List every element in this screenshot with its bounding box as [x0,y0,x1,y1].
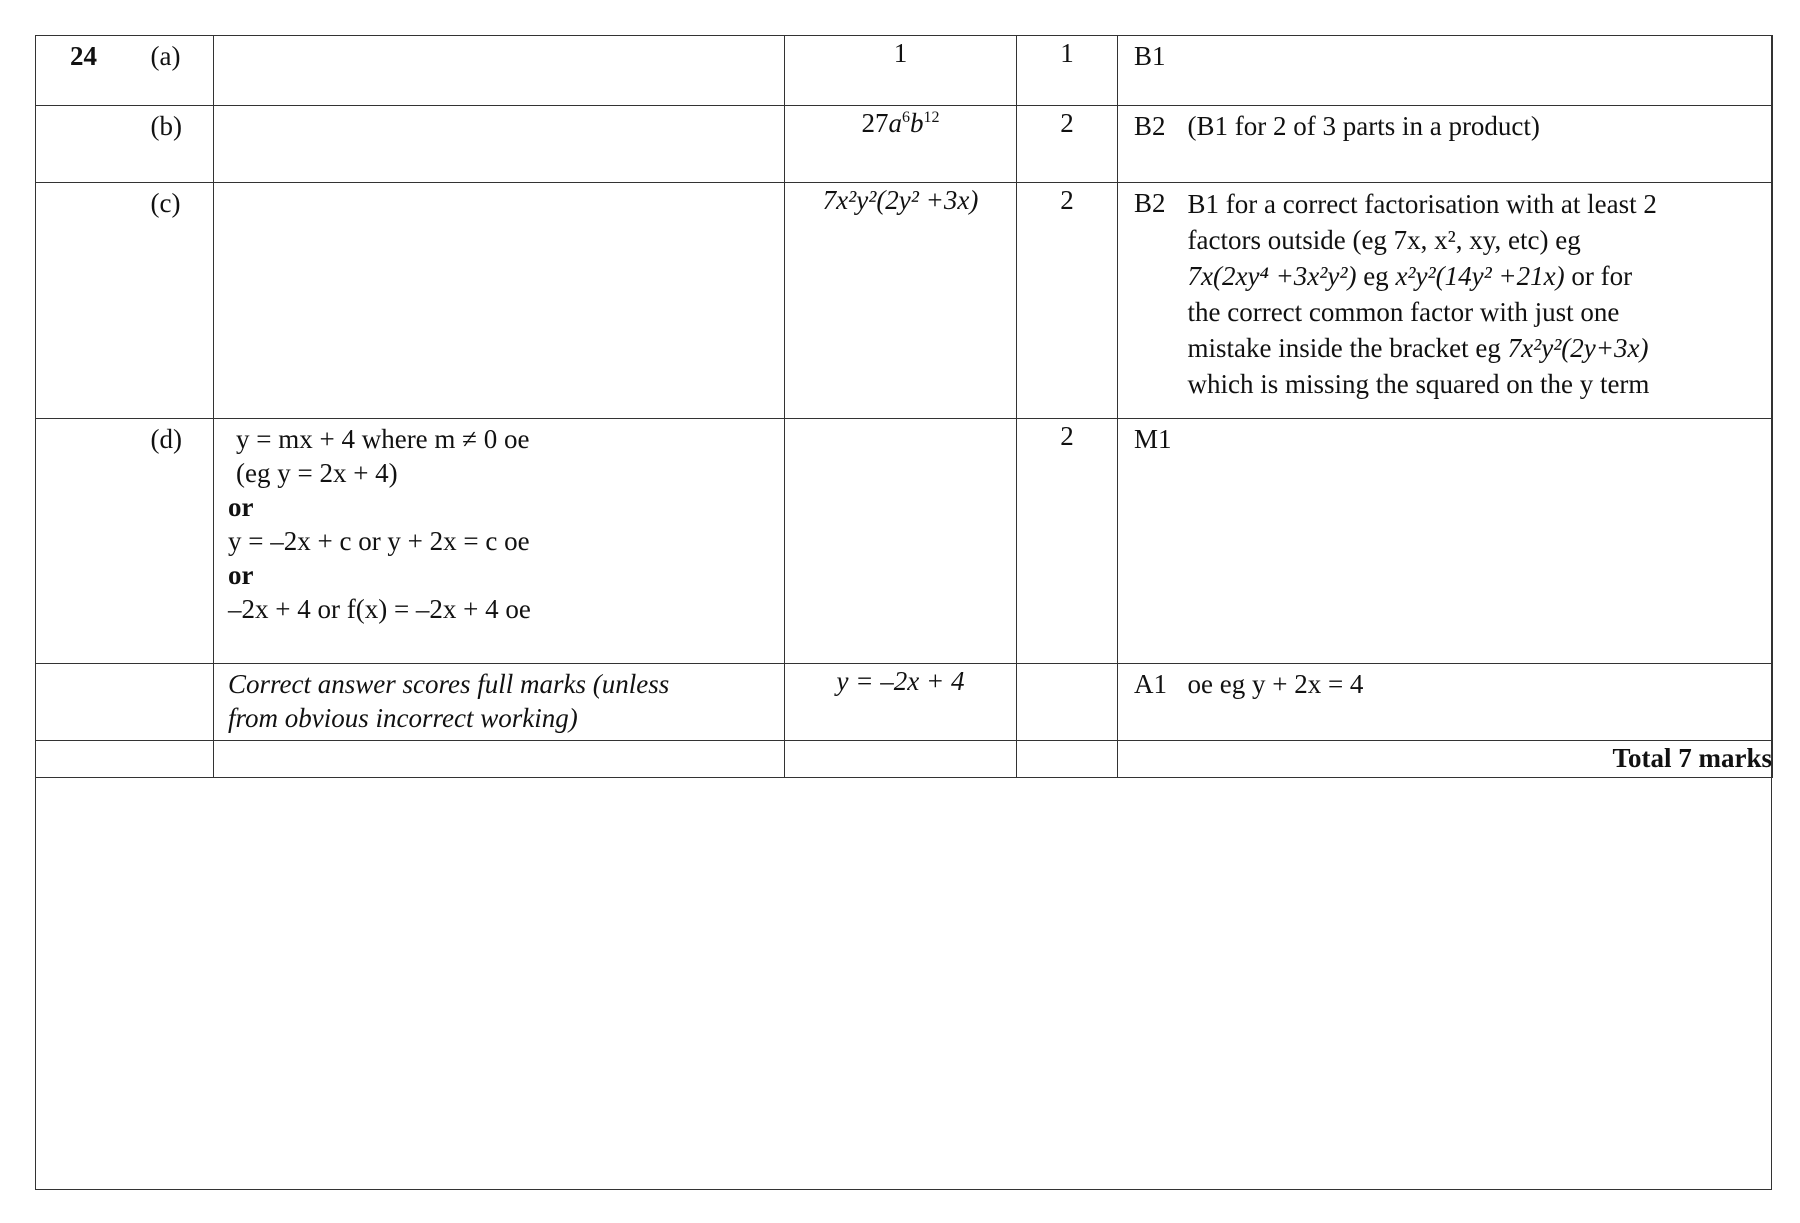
part-cell [151,183,214,419]
mark-code-cell [1118,419,1188,664]
guidance-cell [1188,419,1773,664]
answer-exp-b: 12 [923,109,940,126]
question-number-cell [36,664,151,741]
guidance-text: oe eg y + 2x = 4 [1187,669,1364,699]
mark-cell [1017,664,1118,741]
question-number-cell [36,106,151,183]
working-cell [214,106,785,183]
question-number-cell [36,419,151,664]
answer: y = –2x + 4 [836,666,965,696]
guidance-expression: 7x(2xy⁴ +3x²y²) [1187,261,1357,291]
guidance-text: (B1 for 2 of 3 parts in a product) [1187,111,1540,141]
working-cell [214,741,785,778]
working-line: (eg y = 2x + 4) [236,458,398,488]
guidance-line: the correct common factor with just one [1187,297,1620,327]
row-total [36,741,1773,778]
row-a [36,36,1773,106]
question-number-cell [36,36,151,106]
part-label: (a) [150,41,181,71]
mark-cell [1017,419,1118,664]
row-d-accuracy [36,664,1773,741]
total-marks-cell [1118,741,1773,778]
guidance-cell [1188,36,1773,106]
mark: 2 [1060,108,1074,138]
guidance-line: B1 for a correct factorisation with at least 2 [1187,189,1657,219]
guidance-expression: 7x²y²(2y+3x) [1507,333,1649,363]
working-note-line: from obvious incorrect working) [228,703,578,733]
mark-code: A1 [1134,669,1167,699]
working-cell [214,664,785,741]
guidance-block [1188,183,1773,402]
answer-var-a: a [888,108,902,138]
question-number: 24 [70,41,97,71]
part-label: (b) [150,111,182,141]
working-or: or [228,492,254,522]
mark-code-cell [1118,106,1188,183]
guidance-line: which is missing the squared on the y term [1187,369,1650,399]
guidance-cell [1188,664,1773,741]
answer-cell [785,741,1017,778]
row-c [36,183,1773,419]
working-cell [214,183,785,419]
row-d [36,419,1773,664]
guidance-expression: x²y²(14y² +21x) [1395,261,1565,291]
row-b [36,106,1773,183]
mark-code: B2 [1134,111,1166,141]
mark-code-cell [1118,183,1188,419]
answer-cell [785,36,1017,106]
answer: 1 [893,38,908,68]
answer-cell [785,106,1017,183]
answer-cell [785,664,1017,741]
mark: 2 [1060,421,1074,451]
mark-cell [1017,741,1118,778]
part-label: (d) [150,424,182,454]
working-cell [214,419,785,664]
guidance-line [1188,258,1763,294]
guidance-word: mistake inside the bracket eg [1187,333,1501,363]
answer-expression [862,108,940,138]
guidance-word: eg [1363,261,1389,291]
answer-exp-a: 6 [902,109,910,126]
answer-cell [785,419,1017,664]
answer-cell [785,183,1017,419]
mark: 2 [1060,185,1074,215]
mark-code: B2 [1134,188,1166,218]
mark-cell [1017,183,1118,419]
working-cell [214,36,785,106]
mark-code-cell [1118,664,1188,741]
working-line: y = mx + 4 where m ≠ 0 oe [236,424,530,454]
question-number-cell [36,741,151,778]
guidance-cell [1188,183,1773,419]
part-cell [151,36,214,106]
mark-scheme-table [35,35,1773,778]
working-block [214,419,784,626]
mark-code: M1 [1134,424,1172,454]
mark-cell [1017,36,1118,106]
mark-cell [1017,106,1118,183]
part-cell [151,419,214,664]
part-cell [151,741,214,778]
guidance-line: factors outside (eg 7x, x², xy, etc) eg [1187,225,1581,255]
part-label: (c) [150,188,181,218]
working-or: or [228,560,254,590]
working-line: y = –2x + c or y + 2x = c oe [228,526,530,556]
part-cell [151,106,214,183]
working-line: –2x + 4 or f(x) = –2x + 4 oe [228,594,531,624]
guidance-word: or for [1571,261,1633,291]
mark-code-cell [1118,36,1188,106]
answer-coef: 27 [861,108,889,138]
part-cell [151,664,214,741]
answer-var-b: b [910,108,924,138]
working-note-line: Correct answer scores full marks (unless [228,669,670,699]
guidance-cell [1188,106,1773,183]
mark: 1 [1060,38,1074,68]
working-note [214,664,784,735]
question-number-cell [36,183,151,419]
answer-expression: 7x²y²(2y² +3x) [822,185,979,215]
total-marks: Total 7 marks [1612,743,1772,773]
guidance-line [1188,330,1763,366]
mark-code: B1 [1134,41,1166,71]
